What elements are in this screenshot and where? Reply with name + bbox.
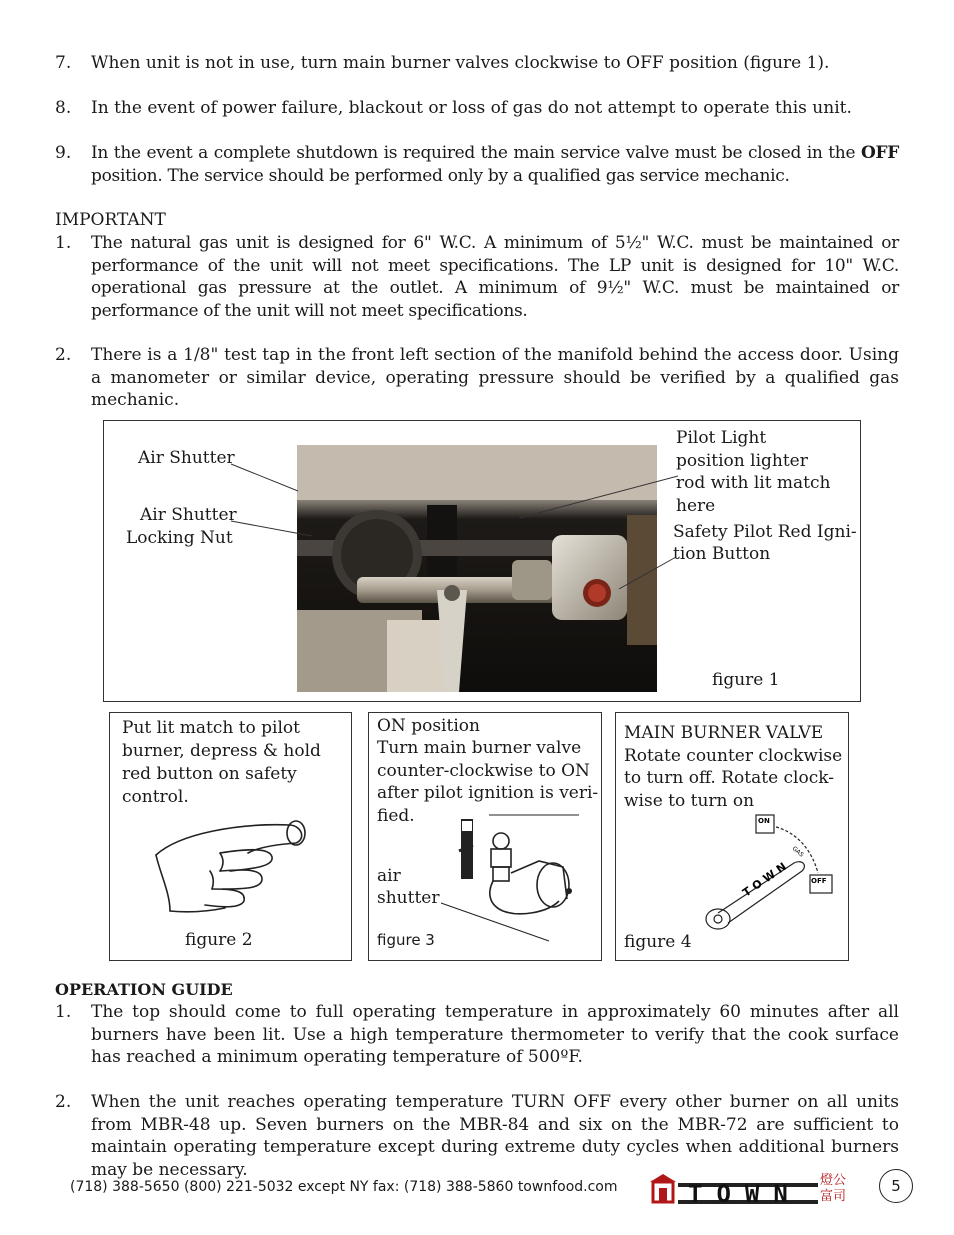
figure-4-line-1: MAIN BURNER VALVE: [624, 723, 824, 743]
logo-building-icon: [648, 1172, 678, 1206]
item-8-text: In the event of power failure, blackout or loss of gas do not attempt to operate this unit.: [91, 98, 852, 118]
figure-3-caption: figure 3: [377, 931, 435, 949]
air-shutter-label: Air Shutter: [138, 448, 235, 468]
figure-4-caption: figure 4: [624, 932, 692, 952]
safety-pilot-label-2: tion Button: [673, 544, 771, 564]
item-7-number: 7.: [55, 53, 72, 73]
figure-2-line-2: burner, depress & hold: [122, 741, 321, 761]
logo-cjk: 燈公 富司: [820, 1173, 847, 1204]
locking-nut-label-2: Locking Nut: [126, 528, 233, 548]
locking-nut-label-1: Air Shutter: [140, 505, 237, 525]
operation-1-text: The top should come to full operating temperature in approximately 60 minutes after all burners have been lit. Use a high temperature thermometer to verify that the cook surface has reached a minimum operating temperature of 500ºF.: [91, 1002, 899, 1067]
off-emphasis: OFF: [860, 143, 900, 163]
figure-2-caption: figure 2: [185, 930, 253, 950]
handle-brand-mark: TOWN: [740, 857, 793, 900]
figure-2-line-1: Put lit match to pilot: [122, 718, 300, 738]
item-9-number: 9.: [55, 143, 72, 163]
figure-4-line-2: Rotate counter clockwise: [624, 746, 843, 766]
figure-4-line-3: to turn off. Rotate clock-: [624, 768, 835, 788]
figure-4-line-4: wise to turn on: [624, 791, 755, 811]
figure-3-line-4: after pilot ignition is veri-: [377, 783, 599, 803]
important-2-number: 2.: [55, 345, 72, 365]
footer-contact: (718) 388-5650 (800) 221-5032 except NY fax: (718) 388-5860 townfood.com: [70, 1179, 618, 1195]
on-mark: ON: [758, 817, 770, 825]
item-7-text: When unit is not in use, turn main burner valves clockwise to OFF position (figure 1).: [91, 53, 830, 73]
figure-2-line-4: control.: [122, 787, 189, 807]
main-burner-valve-drawing: [698, 813, 838, 931]
figure-1-caption: figure 1: [712, 670, 780, 690]
figure-2-box: [109, 712, 352, 961]
important-2-text: There is a 1/8" test tap in the front left section of the manifold behind the access door. Using a manometer or similar device, operating pressure should be verified by a qualified gas mechanic.: [91, 345, 899, 410]
operation-guide-heading: OPERATION GUIDE: [55, 980, 233, 999]
figure-3-air-label-1: air: [377, 866, 401, 886]
important-1-text: The natural gas unit is designed for 6" W.C. A minimum of 5½" W.C. must be maintained or performance of the unit will not meet specifications. The LP unit is designed for 10" W.C. operational gas pressure at the outlet. A minimum of 9½" W.C. must be maintained or performance of the unit will not meet specifications.: [91, 233, 899, 321]
item-8-number: 8.: [55, 98, 72, 118]
figure-3-line-1: ON position: [377, 716, 480, 736]
important-heading: IMPORTANT: [55, 210, 166, 230]
hand-press-icon: [150, 813, 320, 918]
item-9-text: In the event a complete shutdown is required the main service valve must be closed in the OFF position. The service should be performed only by a qualified gas service mechanic.: [91, 143, 900, 186]
figure-3-line-2: Turn main burner valve: [377, 738, 582, 758]
figure-1-box: [103, 420, 861, 702]
safety-pilot-label-1: Safety Pilot Red Igni-: [673, 522, 857, 542]
off-mark: OFF: [811, 877, 827, 885]
gas-mark: GAS: [790, 845, 805, 859]
operation-1-number: 1.: [55, 1002, 72, 1022]
logo-wordmark: TOWN: [688, 1180, 802, 1208]
figure-3-air-label-2: shutter: [377, 888, 440, 908]
important-1-number: 1.: [55, 233, 72, 253]
pilot-light-label-1: Pilot Light: [676, 428, 767, 448]
figure-3-box: [368, 712, 602, 961]
operation-2-number: 2.: [55, 1092, 72, 1112]
pilot-light-label-2: position lighter: [676, 451, 808, 471]
operation-2-text: When the unit reaches operating temperature TURN OFF every other burner on all units from MBR-48 up. Seven burners on the MBR-84 and six on the MBR-72 are sufficient to maintain operating temperature except during extreme duty cycles when additional burners may be necessary.: [91, 1092, 899, 1180]
figure-4-box: [615, 712, 849, 961]
figure-3-line-3: counter-clockwise to ON: [377, 761, 590, 781]
town-logo: [648, 1172, 856, 1208]
page-number: 5: [879, 1169, 913, 1203]
pilot-light-label-3: rod with lit match here: [676, 473, 831, 516]
figure-2-line-3: red button on safety: [122, 764, 297, 784]
figure-3-line-5: fied.: [377, 806, 415, 826]
valve-air-shutter-drawing: [429, 813, 603, 943]
